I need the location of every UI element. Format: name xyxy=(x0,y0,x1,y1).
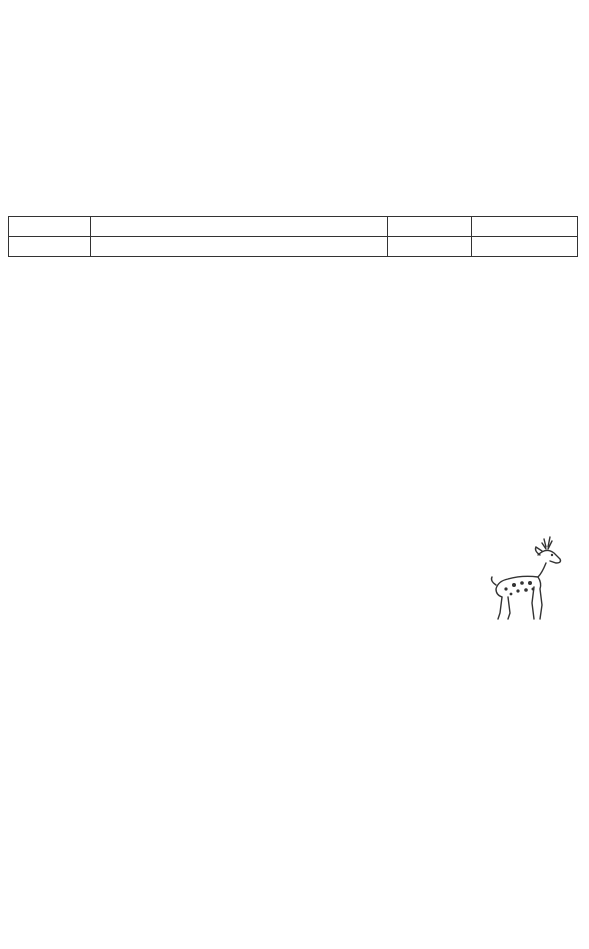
passage-info-table xyxy=(8,216,578,257)
time-value xyxy=(472,237,578,257)
genre-value xyxy=(9,237,91,257)
wordcount-value xyxy=(388,237,472,257)
answer-key xyxy=(16,176,18,192)
genre-header xyxy=(9,217,91,237)
topic-value xyxy=(91,237,388,257)
info-header-row xyxy=(9,217,578,237)
topic-header xyxy=(91,217,388,237)
wordcount-header xyxy=(388,217,472,237)
time-header xyxy=(472,217,578,237)
info-value-row xyxy=(9,237,578,257)
deer-illustration xyxy=(486,533,570,623)
